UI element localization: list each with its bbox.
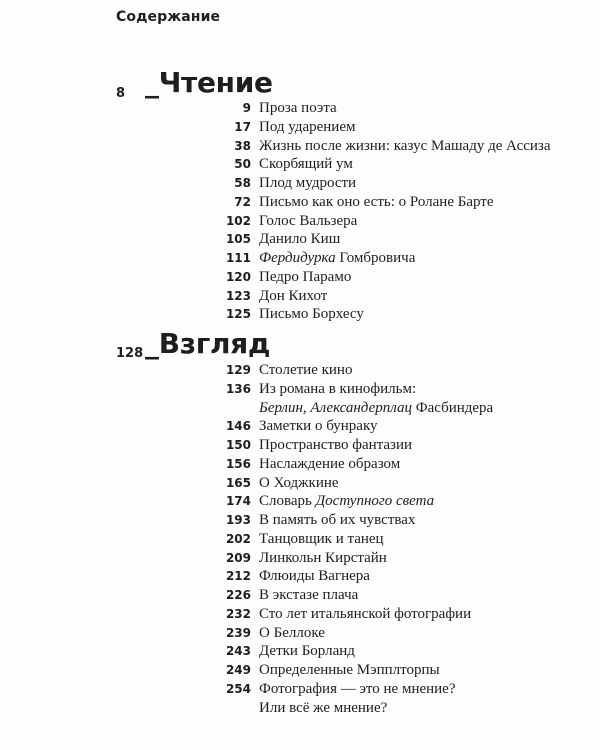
entry-page: 9: [242, 101, 251, 115]
toc-entry[interactable]: [0, 568, 600, 587]
entry-title: Из романа в кинофильм:: [259, 380, 417, 397]
toc-entry[interactable]: [0, 437, 600, 456]
entry-title: Определенные Мэпплторпы: [259, 662, 440, 678]
entry-title: [259, 493, 434, 510]
entry-title: Столетие кино: [259, 362, 353, 378]
entry-title: Линкольн Кирстайн: [259, 549, 387, 566]
toc-entry[interactable]: [0, 531, 600, 550]
entry-page: 120: [225, 269, 251, 284]
entry-title-rest: Фасбиндера: [411, 399, 494, 416]
entry-title: Под ударением: [259, 118, 356, 135]
entry-page: 226: [225, 588, 251, 602]
entry-page: 111: [225, 251, 251, 265]
entry-page: 136: [225, 381, 251, 396]
part-title: _Чтение: [145, 66, 273, 99]
toc-entry[interactable]: [0, 194, 600, 213]
toc-entry[interactable]: [0, 213, 600, 232]
entry-page: 165: [225, 475, 251, 490]
toc-entry[interactable]: [0, 381, 600, 419]
entry-page: 72: [234, 194, 251, 209]
part-title: _Взгляд: [145, 327, 271, 360]
part-page-number: 128: [116, 346, 144, 361]
entry-page: 129: [225, 363, 251, 377]
entry-title: Пространство фантазии: [259, 437, 413, 453]
entry-page: 156: [225, 456, 251, 471]
entry-page: 146: [225, 419, 251, 434]
entry-title: В память об их чувствах: [259, 512, 416, 528]
toc-entry[interactable]: [0, 231, 600, 250]
entry-page: 17: [234, 119, 251, 134]
toc-list-vision: [0, 362, 600, 718]
entry-title: Скорбящий ум: [259, 156, 353, 173]
toc-entry[interactable]: [0, 119, 600, 138]
entry-page: 232: [225, 606, 251, 621]
entry-title: Письмо Борхесу: [259, 306, 364, 323]
entry-page: 102: [225, 213, 251, 228]
entry-title: [259, 250, 415, 267]
toc-entry[interactable]: [0, 625, 600, 644]
toc-entry[interactable]: [0, 456, 600, 475]
entry-page: 209: [225, 550, 251, 565]
entry-title-italic: Берлин, Александерплац: [259, 399, 412, 416]
toc-entry[interactable]: [0, 606, 600, 625]
toc-entry[interactable]: [0, 662, 600, 681]
entry-page: 243: [225, 644, 251, 659]
entry-title-rest: Гомбровича: [335, 250, 416, 266]
entry-title: Танцовщик и танец: [259, 530, 384, 547]
entry-title-plain: Словарь: [259, 493, 316, 510]
entry-title: Дон Кихот: [259, 287, 328, 304]
entry-title: Проза поэта: [259, 100, 337, 116]
toc-entry[interactable]: [0, 587, 600, 606]
entry-page: 105: [225, 232, 251, 247]
entry-title: Заметки о бунраку: [259, 418, 378, 435]
toc-entry[interactable]: [0, 362, 600, 381]
toc-entry[interactable]: [0, 100, 600, 119]
entry-title: Флюиды Вагнера: [259, 568, 370, 585]
entry-page: 202: [225, 531, 251, 546]
entry-title: Педро Парамо: [259, 268, 352, 285]
toc-list-reading: [0, 100, 600, 325]
entry-title: Сто лет итальянской фотографии: [259, 605, 472, 622]
entry-page: 249: [225, 663, 251, 677]
entry-title-italic: Доступного света: [315, 493, 435, 510]
toc-entry[interactable]: [0, 306, 600, 325]
entry-title-continuation: [259, 400, 493, 417]
part-page-number: 8: [116, 86, 126, 101]
toc-entry[interactable]: [0, 475, 600, 494]
entry-page: 125: [225, 307, 251, 322]
toc-entry[interactable]: [0, 643, 600, 662]
entry-title: Плод мудрости: [259, 175, 357, 191]
entry-page: 123: [225, 288, 251, 303]
toc-entry[interactable]: [0, 138, 600, 157]
entry-page: 38: [234, 138, 251, 153]
entry-page: 58: [234, 176, 251, 190]
entry-page: 174: [225, 494, 251, 509]
entry-title: О Беллоке: [259, 624, 325, 641]
entry-page: 254: [225, 681, 251, 696]
toc-entry[interactable]: [0, 156, 600, 175]
entry-page: 150: [225, 438, 251, 452]
toc-entry[interactable]: [0, 288, 600, 307]
entry-title: Письмо как оно есть: о Ролане Барте: [259, 193, 494, 210]
entry-title: В экстазе плача: [259, 587, 359, 603]
toc-entry[interactable]: [0, 250, 600, 269]
entry-title: Данило Киш: [259, 231, 341, 248]
entry-page: 239: [225, 625, 251, 640]
toc-entry[interactable]: [0, 512, 600, 531]
toc-entry[interactable]: [0, 418, 600, 437]
entry-title-continuation: Или всё же мнение?: [259, 699, 388, 716]
entry-title: Детки Борланд: [259, 643, 355, 660]
entry-title: Наслаждение образом: [259, 455, 401, 472]
toc-entry[interactable]: [0, 681, 600, 719]
entry-title: Жизнь после жизни: казус Машаду де Ассиза: [259, 137, 551, 154]
entry-title-italic: Фердидурка: [259, 250, 336, 266]
entry-title: Голос Вальзера: [259, 212, 358, 229]
entry-title: Фотография — это не мнение?: [259, 680, 456, 697]
entry-page: 212: [225, 569, 251, 584]
toc-entry[interactable]: [0, 493, 600, 512]
toc-entry[interactable]: [0, 269, 600, 288]
toc-entry[interactable]: [0, 550, 600, 569]
page-header: Содержание: [116, 9, 221, 25]
entry-page: 193: [225, 513, 251, 527]
entry-page: 50: [234, 157, 251, 172]
toc-entry[interactable]: [0, 175, 600, 194]
entry-title: О Ходжкине: [259, 474, 339, 491]
